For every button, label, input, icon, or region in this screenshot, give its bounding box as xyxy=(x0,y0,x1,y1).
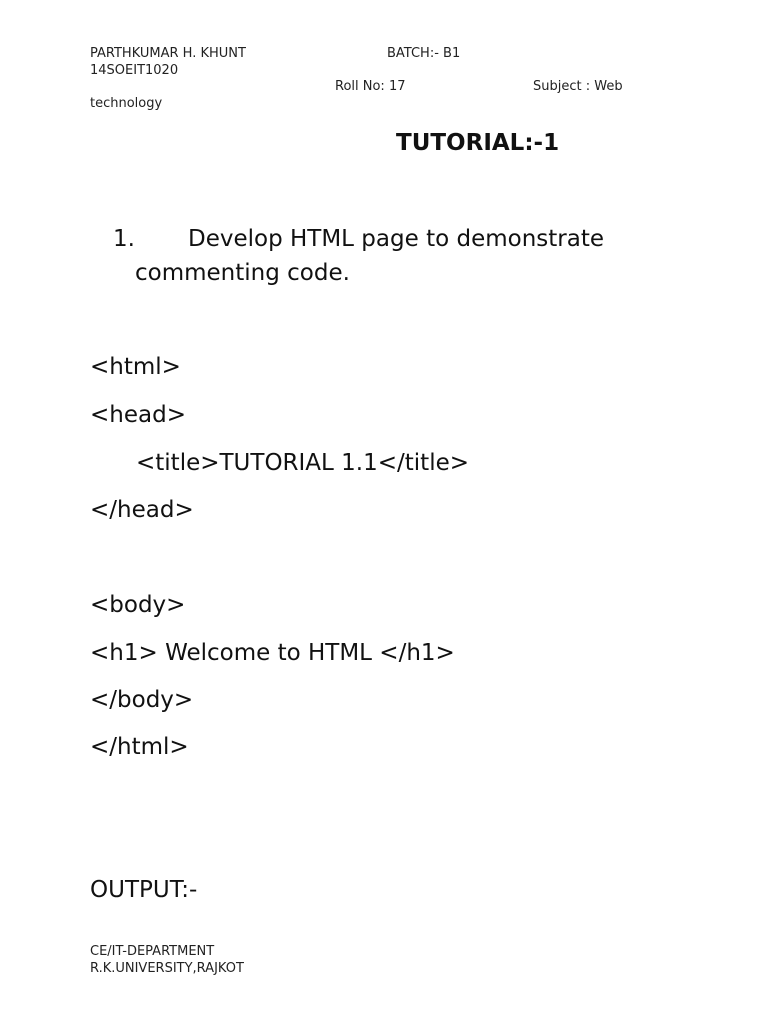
code-line: <h1> Welcome to HTML </h1> xyxy=(90,640,455,666)
subject-continuation: technology xyxy=(90,96,163,111)
subject-label: Subject : Web xyxy=(533,79,623,94)
output-label: OUTPUT:- xyxy=(90,877,198,903)
question-line-2: commenting code. xyxy=(135,260,350,286)
question-line-1: Develop HTML page to demonstrate xyxy=(188,226,604,252)
footer-department: CE/IT-DEPARTMENT xyxy=(90,944,215,959)
code-line: <body> xyxy=(90,592,186,618)
student-name: PARTHKUMAR H. KHUNT xyxy=(90,46,246,61)
footer-university: R.K.UNIVERSITY,RAJKOT xyxy=(90,961,244,976)
code-line: <html> xyxy=(90,354,181,380)
enrollment-number: 14SOEIT1020 xyxy=(90,63,179,78)
code-line: <head> xyxy=(90,402,186,428)
code-line: </body> xyxy=(90,687,194,713)
batch-label: BATCH:- B1 xyxy=(387,46,461,61)
roll-number: Roll No: 17 xyxy=(335,79,406,94)
question-number: 1. xyxy=(113,226,135,252)
code-line: </html> xyxy=(90,734,189,760)
code-line: <title>TUTORIAL 1.1</title> xyxy=(136,450,470,476)
code-line: </head> xyxy=(90,497,194,523)
page-title: TUTORIAL:-1 xyxy=(396,130,560,156)
